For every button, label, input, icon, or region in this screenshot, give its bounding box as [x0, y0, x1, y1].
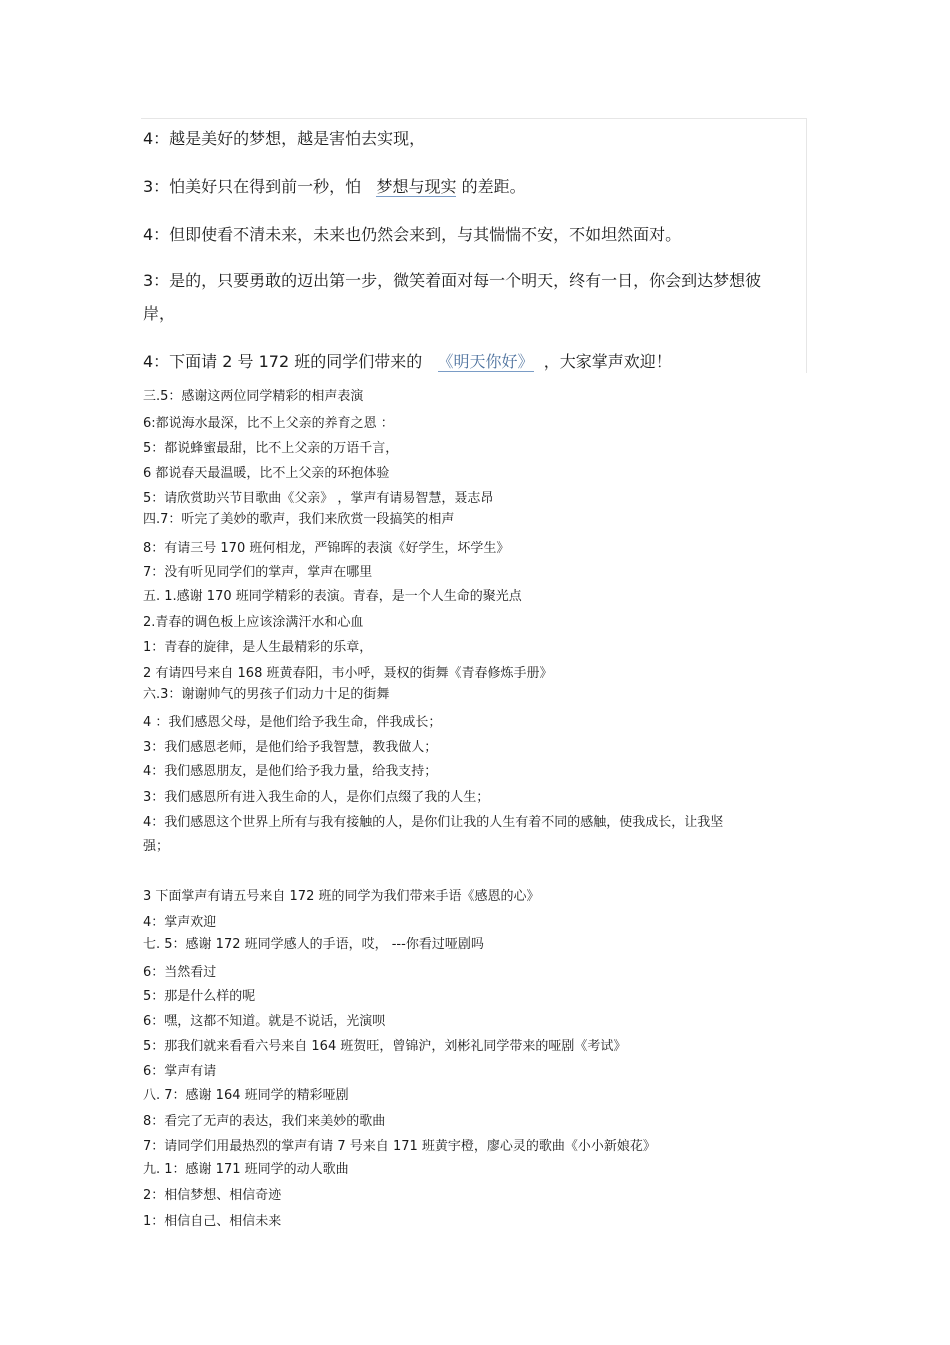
text-line: 4：但即使看不清未来，未来也仍然会来到，与其惴惴不安，不如坦然面对。 [143, 225, 682, 244]
text-line: 1：青春的旋律，是人生最精彩的乐章， [143, 640, 373, 655]
text-line: 3 下面掌声有请五号来自 172 班的同学为我们带来手语《感恩的心》 [143, 889, 540, 904]
text-line: 6：嘿，这都不知道。就是不说话，光演呗 [143, 1014, 386, 1029]
text-line: 六.3：谢谢帅气的男孩子们动力十足的街舞 [143, 687, 390, 702]
text-line: 三.5：感谢这两位同学精彩的相声表演 [143, 389, 364, 404]
text-line: 七. 5：感谢 172 班同学感人的手语，哎， ---你看过哑剧吗 [143, 937, 484, 952]
text-line: 2：相信梦想、相信奇迹 [143, 1188, 282, 1203]
text-segment: 的差距。 [461, 177, 526, 196]
text-line: 2.青春的调色板上应该涂满汗水和心血 [143, 615, 364, 630]
text-line: 8：有请三号 170 班何相龙，严锦晖的表演《好学生，坏学生》 [143, 541, 510, 556]
text-line: 1：相信自己、相信未来 [143, 1214, 282, 1229]
text-line: 3：我们感恩所有进入我生命的人，是你们点缀了我的人生； [143, 790, 490, 805]
text-line: 九. 1：感谢 171 班同学的动人歌曲 [143, 1162, 349, 1177]
text-segment: 3：怕美好只在得到前一秒，怕 [143, 177, 362, 196]
text-line: 8：看完了无声的表达，我们来美妙的歌曲 [143, 1114, 386, 1129]
underlined-phrase: 梦想与现实 [376, 177, 457, 196]
text-line: 八. 7：感谢 164 班同学的精彩哑剧 [143, 1088, 349, 1103]
text-line: 4 ：我们感恩父母，是他们给予我生命，伴我成长； [143, 715, 442, 730]
text-line: 6：当然看过 [143, 965, 217, 980]
text-line: 7：没有听见同学们的掌声，掌声在哪里 [143, 565, 373, 580]
text-line: 五. 1.感谢 170 班同学精彩的表演。青春，是一个人生命的聚光点 [143, 589, 522, 604]
text-line: 6 都说春天最温暖，比不上父亲的环抱体验 [143, 466, 390, 481]
text-line: 2 有请四号来自 168 班黄春阳，韦小呼，聂权的街舞《青春修炼手册》 [143, 666, 553, 681]
text-line: 4：我们感恩朋友，是他们给予我力量，给我支持； [143, 764, 438, 779]
text-line [143, 176, 526, 198]
text-line: 4：掌声欢迎 [143, 915, 217, 930]
text-segment: ，大家掌声欢迎！ [543, 352, 672, 371]
text-line: 7：请同学们用最热烈的掌声有请 7 号来自 171 班黄宇橙，廖心灵的歌曲《小小新娘花》 [143, 1139, 656, 1154]
text-line: 6:都说海水最深，比不上父亲的养育之恩 ： [143, 416, 394, 431]
text-line [143, 351, 672, 373]
text-line: 5：请欣赏助兴节目歌曲《父亲》 ，掌声有请易智慧，聂志昂 [143, 491, 494, 506]
text-line: 四.7：听完了美妙的歌声，我们来欣赏一段搞笑的相声 [143, 512, 455, 527]
text-line: 4：越是美好的梦想，越是害怕去实现， [143, 129, 426, 148]
song-title-link[interactable]: 《明天你好》 [437, 352, 534, 371]
text-segment: 4：下面请 2 号 172 班的同学们带来的 [143, 352, 423, 371]
text-line: 3：我们感恩老师，是他们给予我智慧，教我做人； [143, 740, 438, 755]
text-line: 6：掌声有请 [143, 1064, 217, 1079]
text-line: 5：那是什么样的呢 [143, 989, 256, 1004]
text-paragraph: 4：我们感恩这个世界上所有与我有接触的人，是你们让我的人生有着不同的感触，使我成长，让我坚强； [143, 815, 724, 854]
text-paragraph: 3：是的，只要勇敢的迈出第一步，微笑着面对每一个明天，终有一日，你会到达梦想彼岸， [143, 271, 762, 323]
text-line: 5：都说蜂蜜最甜，比不上父亲的万语千言， [143, 441, 399, 456]
text-line: 5：那我们就来看看六号来自 164 班贺旺，曾锦沪，刘彬礼同学带来的哑剧《考试》 [143, 1039, 627, 1054]
